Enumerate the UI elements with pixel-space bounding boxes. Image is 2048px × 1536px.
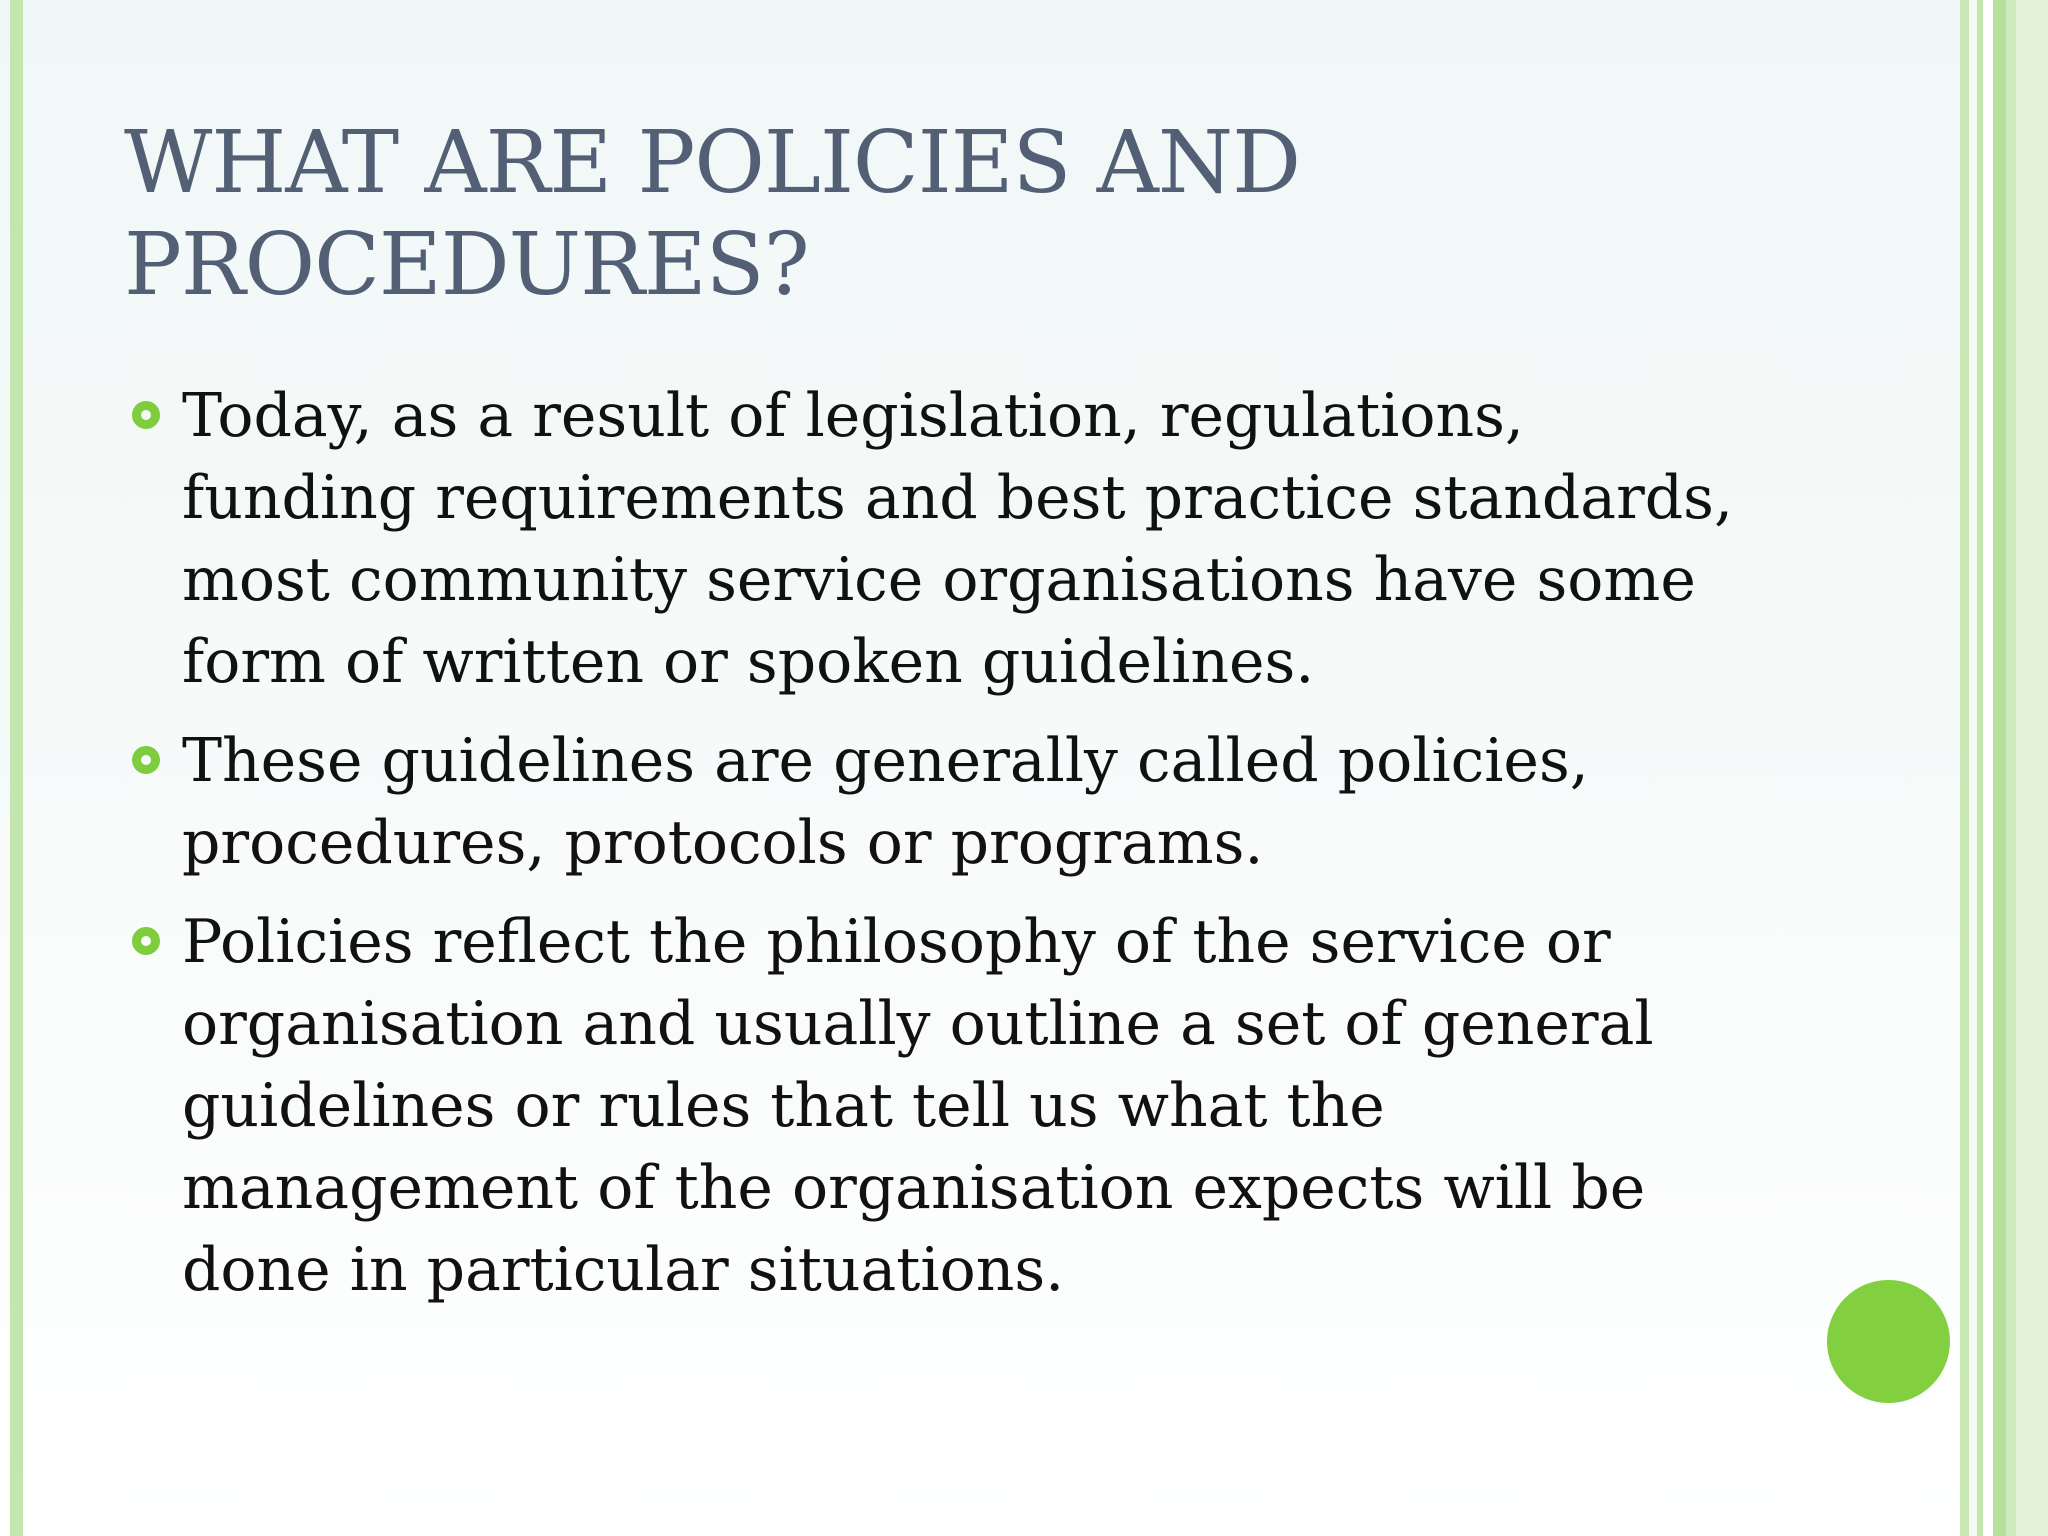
slide-title-line-1: WHAT ARE POLICIES AND	[124, 113, 1301, 213]
hollow-circle-bullet-icon	[132, 746, 160, 774]
bullet-text: These guidelines are generally called policies, procedures, protocols or programs.	[182, 726, 1589, 878]
right-border-stripe	[1993, 0, 2006, 1536]
green-circle-decoration-icon	[1827, 1280, 1950, 1403]
right-border-stripe	[1983, 0, 1993, 1536]
bullet-item	[132, 901, 1772, 1311]
right-border-stripe	[1960, 0, 1969, 1536]
hollow-circle-bullet-icon	[132, 927, 160, 955]
bullet-text: Policies reflect the philosophy of the service or organisation and usually outline a set of general guidelines or rules that tell us what the management of the organisation expects will be done in particular situations.	[182, 907, 1654, 1305]
hollow-circle-bullet-icon	[132, 401, 160, 429]
right-border-stripe	[1969, 0, 1977, 1536]
slide-title	[124, 112, 1624, 316]
bullet-text: Today, as a result of legislation, regulations, funding requirements and best practice standards, most community service organisations have some form of written or spoken guidelines.	[182, 381, 1734, 697]
bullet-item	[132, 720, 1772, 884]
bullet-item	[132, 375, 1772, 703]
bullet-list	[132, 375, 1772, 1328]
right-border-stripe	[2016, 0, 2048, 1536]
right-border-stripe	[2006, 0, 2016, 1536]
slide-title-line-2: PROCEDURES?	[124, 215, 809, 315]
left-border-bar	[10, 0, 23, 1536]
